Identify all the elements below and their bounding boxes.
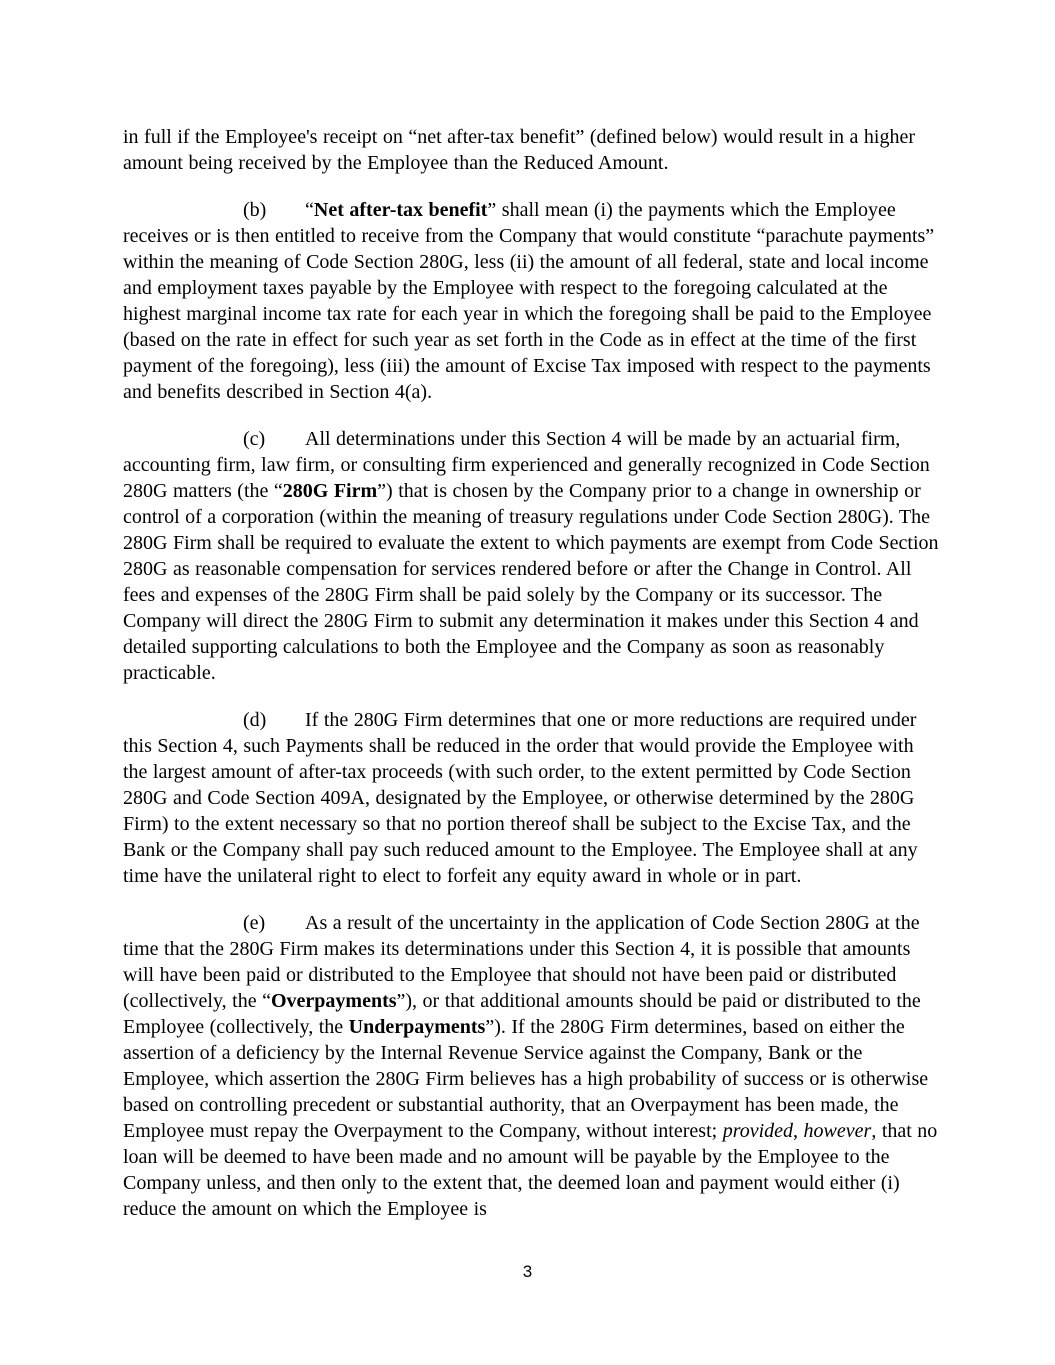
text-segment: Net after-tax benefit bbox=[313, 199, 488, 221]
paragraph bbox=[123, 124, 943, 176]
text-segment: ” shall mean (i) the payments which the Employee receives or is then entitled to receive from the Company that would constitute “parachute payments” within the meaning of Code Section 280G, less (ii) the amount of all federal, state and local income and employment taxes payable by the Employee with respect to the foregoing calculated at the highest marginal income tax rate for each year in which the foregoing shall be paid to the Employee (based on the rate in effect for such year as set forth in the Code as in effect at the time of the first payment of the foregoing), less (iii) the amount of Excise Tax imposed with respect to the payments and benefits described in Section 4(a). bbox=[123, 199, 935, 403]
text-segment: As a result of the uncertainty in the application of Code Section 280G at the time that the 280G Firm makes its determinations under this Section 4, it is possible that amounts will have been paid or distributed to the Employee that should not have been paid or distributed (collectively, the “ bbox=[123, 912, 920, 1012]
text-segment: Underpayments bbox=[348, 1016, 486, 1038]
paragraph bbox=[123, 707, 943, 889]
paragraph-label: (e) bbox=[243, 912, 266, 934]
text-segment: Overpayments bbox=[270, 990, 397, 1012]
paragraph bbox=[123, 197, 943, 405]
text-segment: “ bbox=[305, 199, 314, 221]
paragraph-label: (b) bbox=[243, 199, 267, 221]
text-segment: If the 280G Firm determines that one or more reductions are required under this Section 4, such Payments shall be reduced in the order that would provide the Employee with the largest amount of after-tax proceeds (with such order, to the extent permitted by Code Section 280G and Code Section 409A, designated by the Employee, or otherwise determined by the 280G Firm) to the extent necessary so that no portion thereof shall be subject to the Excise Tax, and the Bank or the Company shall pay such reduced amount to the Employee. The Employee shall at any time have the unilateral right to elect to forfeit any equity award in whole or in part. bbox=[123, 709, 918, 887]
paragraph bbox=[123, 910, 943, 1222]
page-number: 3 bbox=[522, 1262, 533, 1281]
paragraph-label: (d) bbox=[243, 709, 267, 731]
text-segment: 280G Firm bbox=[282, 480, 378, 502]
paragraph bbox=[123, 426, 943, 686]
text-segment: ”), or that additional amounts should be paid or distributed to the Employee (collectively, the bbox=[123, 990, 921, 1038]
paragraph-label: (c) bbox=[243, 428, 266, 450]
text-segment: in full if the Employee's receipt on “net after-tax benefit” (defined below) would result in a higher amount being received by the Employee than the Reduced Amount. bbox=[123, 126, 916, 174]
text-segment: , that no loan will be deemed to have been made and no amount will be payable by the Employee to the Company unless, and then only to the extent that, the deemed loan and payment would either (i) reduce the amount on which the Employee is bbox=[123, 1120, 938, 1220]
text-segment: All determinations under this Section 4 will be made by an actuarial firm, accounting firm, law firm, or consulting firm experienced and generally recognized in Code Section 280G matters (the “ bbox=[123, 428, 930, 502]
text-segment: provided bbox=[722, 1120, 794, 1142]
text-segment: , bbox=[793, 1120, 804, 1142]
text-segment: ”) that is chosen by the Company prior to a change in ownership or control of a corporation (within the meaning of treasury regulations under Code Section 280G). The 280G Firm shall be required to evaluate the extent to which payments are exempt from Code Section 280G as reasonable compensation for services rendered before or after the Change in Control. All fees and expenses of the 280G Firm shall be paid solely by the Company or its successor. The Company will direct the 280G Firm to submit any determination it makes under this Section 4 and detailed supporting calculations to both the Employee and the Company as soon as reasonably practicable. bbox=[123, 480, 939, 684]
document-body bbox=[123, 124, 943, 1222]
text-segment: however bbox=[803, 1120, 872, 1142]
text-segment: ”). If the 280G Firm determines, based on either the assertion of a deficiency by the Internal Revenue Service against the Company, Bank or the Employee, which assertion the 280G Firm believes has a high probability of success or is otherwise based on controlling precedent or substantial authority, that an Overpayment has been made, the Employee must repay the Overpayment to the Company, without interest; bbox=[123, 1016, 929, 1142]
